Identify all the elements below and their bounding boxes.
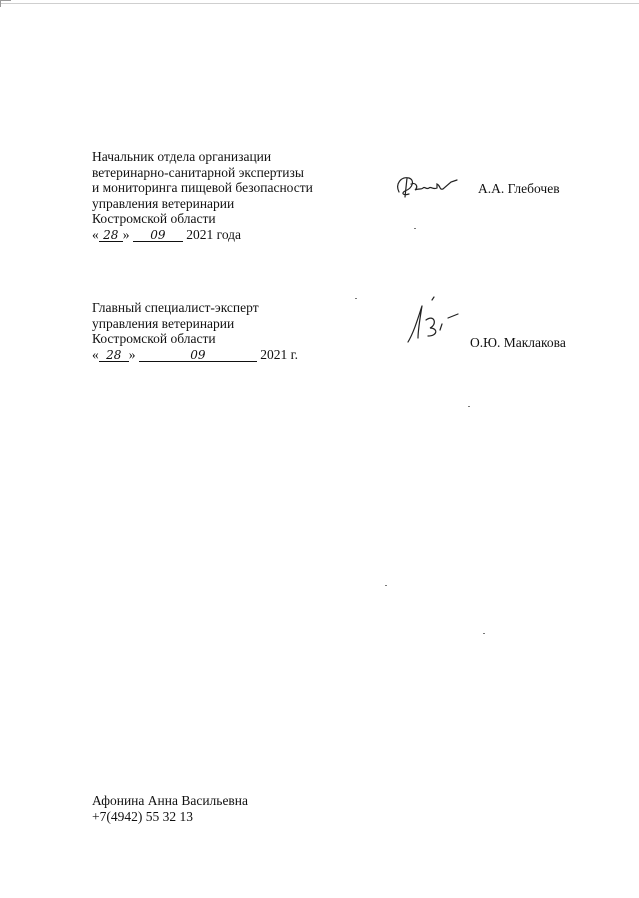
signatory-1-date: « 28 » 09 2021 года — [92, 226, 242, 242]
signature-1-icon — [393, 172, 461, 202]
signatory-1-date-day: 28 — [99, 229, 123, 242]
signatory-1-position-line: ветеринарно-санитарной экспертизы — [92, 164, 304, 180]
scan-speck — [385, 585, 387, 586]
signatory-2-position-line: Костромской области — [92, 331, 216, 347]
signature-2-icon — [404, 296, 462, 346]
signatory-1-position-line: и мониторинга пищевой безопасности — [92, 180, 313, 196]
signatory-1-date-month: 09 — [133, 229, 183, 242]
signatory-1-position-line: Костромской области — [92, 211, 216, 227]
signatory-2-date-year: 2021 г. — [260, 346, 299, 362]
signatory-2-date-day: 28 — [99, 349, 129, 362]
executor-phone: +7(4942) 55 32 13 — [92, 808, 193, 824]
signatory-1-date-year: 2021 года — [186, 226, 242, 242]
scan-speck — [468, 406, 470, 407]
signatory-2-position-line: Главный специалист-эксперт — [92, 300, 259, 315]
signatory-1-name: А.А. Глебочев — [478, 181, 560, 196]
signatory-2-block — [92, 300, 298, 362]
scan-speck — [483, 633, 485, 634]
scan-speck — [355, 298, 357, 299]
scan-top-edge — [0, 3, 639, 4]
executor-contact — [92, 793, 248, 824]
signatory-1-position-line: Начальник отдела организации — [92, 149, 272, 164]
signatory-2-date: « 28 » 09 2021 г. — [92, 346, 299, 362]
signatory-1-block — [92, 149, 313, 243]
scan-corner-mark — [0, 0, 11, 7]
scan-speck — [414, 228, 416, 229]
signatory-2-name: О.Ю. Маклакова — [470, 335, 566, 350]
executor-name: Афонина Анна Васильевна — [92, 793, 249, 808]
signatory-2-date-month: 09 — [139, 349, 257, 362]
signatory-1-position-line: управления ветеринарии — [92, 195, 235, 211]
signatory-2-position-line: управления ветеринарии — [92, 315, 235, 331]
